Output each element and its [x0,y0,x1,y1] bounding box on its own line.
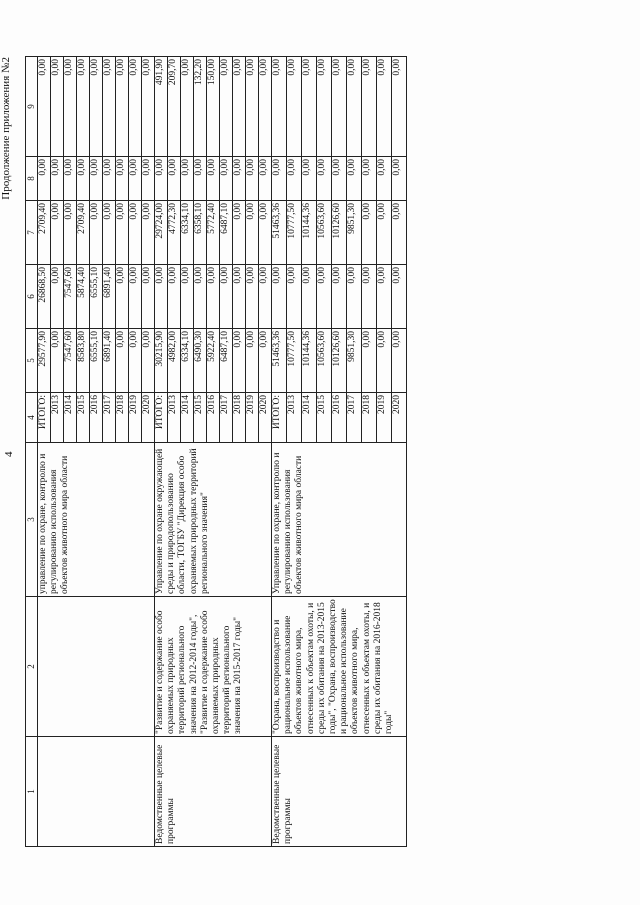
amount-cell: 132,20 [194,57,207,157]
appendix-label: Продолжение приложения №2 [0,57,12,200]
amount-cell: 0,00 [181,265,194,329]
year-cell: ИТОГО: [38,393,51,443]
amount-cell: 0,00 [347,157,362,201]
amount-cell: 6487,10 [220,201,233,265]
amount-cell: 7547,60 [64,329,77,393]
col-num-9: 9 [26,57,38,157]
amount-cell: 0,00 [233,157,246,201]
col-num-6: 6 [26,265,38,329]
year-cell: 2013 [168,393,181,443]
col-num-8: 8 [26,157,38,201]
amount-cell: 29724,00 [155,201,168,265]
amount-cell: 0,00 [103,57,116,157]
amount-cell: 0,00 [129,265,142,329]
executor-cell: Управление по охране, контролю и регулированию использования объектов животного мира области [272,443,407,597]
amount-cell: 0,00 [392,265,407,329]
amount-cell: 0,00 [129,201,142,265]
amount-cell: 0,00 [142,57,155,157]
amount-cell: 6487,10 [220,329,233,393]
amount-cell: 0,00 [302,265,317,329]
table-row [272,57,287,847]
amount-cell: 0,00 [38,157,51,201]
amount-cell: 4982,00 [168,329,181,393]
year-cell: 2016 [207,393,220,443]
amount-cell: 0,00 [116,329,129,393]
amount-cell: 0,00 [129,329,142,393]
amount-cell: 10563,60 [317,329,332,393]
amount-cell: 0,00 [272,57,287,157]
year-cell: 2014 [181,393,194,443]
amount-cell: 4772,30 [168,201,181,265]
year-cell: 2018 [233,393,246,443]
amount-cell: 0,00 [90,57,103,157]
amount-cell: 0,00 [287,57,302,157]
amount-cell: 6891,40 [103,329,116,393]
year-cell: ИТОГО: [155,393,168,443]
amount-cell: 10126,60 [332,201,347,265]
amount-cell: 0,00 [246,201,259,265]
amount-cell: 6555,10 [90,329,103,393]
amount-cell: 0,00 [51,329,64,393]
year-cell: 2019 [246,393,259,443]
amount-cell: 0,00 [129,57,142,157]
year-cell: 2018 [116,393,129,443]
amount-cell: 10777,50 [287,329,302,393]
amount-cell: 5922,40 [207,329,220,393]
amount-cell: 0,00 [362,265,377,329]
amount-cell: 0,00 [287,265,302,329]
amount-cell: 6891,40 [103,265,116,329]
amount-cell: 0,00 [168,157,181,201]
amount-cell: 0,00 [51,265,64,329]
year-cell: 2016 [90,393,103,443]
amount-cell: 0,00 [246,57,259,157]
program-name-cell: "Охрана, воспроизводство и рациональное использование объектов животного мира, отнесенных к объектам охоты, и среды их обитания на 2013-2015 годы", "Охрана, воспроизводство и рациональное использование объектов животного мира, отнесенных к объектам охоты, и среды их обитания на 2016-2018 годы" [272,597,407,737]
amount-cell: 0,00 [259,265,272,329]
amount-cell: 10126,60 [332,329,347,393]
amount-cell: 0,00 [77,57,90,157]
year-cell: 2017 [103,393,116,443]
amount-cell: 0,00 [392,57,407,157]
year-cell: 2014 [64,393,77,443]
rotated-page-content [0,57,615,847]
amount-cell: 6555,10 [90,265,103,329]
amount-cell: 0,00 [347,265,362,329]
year-cell: 2020 [392,393,407,443]
amount-cell: 0,00 [259,157,272,201]
amount-cell: 0,00 [168,265,181,329]
amount-cell: 0,00 [317,157,332,201]
amount-cell: 0,00 [347,57,362,157]
amount-cell: 491,90 [155,57,168,157]
amount-cell: 0,00 [377,57,392,157]
amount-cell: 0,00 [51,57,64,157]
col-num-5: 5 [26,329,38,393]
amount-cell: 0,00 [362,157,377,201]
amount-cell: 0,00 [246,329,259,393]
amount-cell: 6358,10 [194,201,207,265]
responsible-type-cell [38,737,155,847]
year-cell: 2014 [302,393,317,443]
amount-cell: 0,00 [129,157,142,201]
amount-cell: 0,00 [116,157,129,201]
amount-cell: 8583,80 [77,329,90,393]
col-num-2: 2 [26,597,38,737]
amount-cell: 0,00 [38,57,51,157]
amount-cell: 0,00 [51,157,64,201]
amount-cell: 0,00 [64,157,77,201]
year-cell: 2017 [220,393,233,443]
year-cell: 2015 [317,393,332,443]
amount-cell: 29577,90 [38,329,51,393]
amount-cell: 6490,30 [194,329,207,393]
amount-cell: 0,00 [194,157,207,201]
amount-cell: 209,70 [168,57,181,157]
amount-cell: 9851,30 [347,329,362,393]
amount-cell: 0,00 [317,265,332,329]
amount-cell: 0,00 [155,265,168,329]
amount-cell: 150,00 [207,57,220,157]
amount-cell: 2709,40 [38,201,51,265]
amount-cell: 6334,10 [181,329,194,393]
col-num-1: 1 [26,737,38,847]
year-cell: 2013 [51,393,64,443]
amount-cell: 0,00 [272,265,287,329]
amount-cell: 0,00 [116,57,129,157]
amount-cell: 0,00 [317,57,332,157]
amount-cell: 0,00 [377,157,392,201]
executor-cell: Управление по охране окружающей среды и природопользованию области, ТОГБУ "Дирекция особо охраняемых природных территорий регионального значения" [155,443,272,597]
amount-cell: 0,00 [220,157,233,201]
amount-cell: 5772,40 [207,201,220,265]
responsible-type-cell: Ведомственные целевые программы [272,737,407,847]
amount-cell: 6334,10 [181,201,194,265]
amount-cell: 0,00 [64,57,77,157]
amount-cell: 0,00 [64,201,77,265]
year-cell: ИТОГО: [272,393,287,443]
amount-cell: 0,00 [392,329,407,393]
amount-cell: 0,00 [77,157,90,201]
amount-cell: 0,00 [90,157,103,201]
year-cell: 2013 [287,393,302,443]
table-row [155,57,168,847]
amount-cell: 0,00 [362,329,377,393]
amount-cell: 0,00 [220,57,233,157]
amount-cell: 0,00 [207,157,220,201]
amount-cell: 30215,90 [155,329,168,393]
amount-cell: 0,00 [259,201,272,265]
amount-cell: 9851,30 [347,201,362,265]
amount-cell: 0,00 [332,265,347,329]
amount-cell: 51463,36 [272,329,287,393]
amount-cell: 0,00 [233,265,246,329]
year-cell: 2016 [332,393,347,443]
amount-cell: 0,00 [362,57,377,157]
amount-cell: 0,00 [220,265,233,329]
amount-cell: 10563,60 [317,201,332,265]
amount-cell: 5874,40 [77,265,90,329]
amount-cell: 0,00 [103,157,116,201]
executor-cell: управление по охране, контролю и регулированию использования объектов животного мира области [38,443,155,597]
amount-cell: 0,00 [116,265,129,329]
year-cell: 2015 [77,393,90,443]
amount-cell: 0,00 [302,157,317,201]
amount-cell: 0,00 [392,157,407,201]
amount-cell: 10144,36 [302,201,317,265]
amount-cell: 0,00 [181,57,194,157]
year-cell: 2017 [347,393,362,443]
amount-cell: 51463,36 [272,201,287,265]
year-cell: 2019 [377,393,392,443]
amount-cell: 0,00 [51,201,64,265]
year-cell: 2018 [362,393,377,443]
column-number-row [26,57,38,847]
year-cell: 2020 [142,393,155,443]
amount-cell: 0,00 [272,157,287,201]
amount-cell: 0,00 [233,201,246,265]
col-num-3: 3 [26,443,38,597]
amount-cell: 0,00 [142,201,155,265]
amount-cell: 0,00 [207,265,220,329]
amount-cell: 0,00 [142,157,155,201]
program-funding-table [25,56,407,847]
amount-cell: 0,00 [90,201,103,265]
amount-cell: 0,00 [332,157,347,201]
amount-cell: 0,00 [142,265,155,329]
amount-cell: 26868,50 [38,265,51,329]
table-row [38,57,51,847]
year-cell: 2019 [129,393,142,443]
col-num-7: 7 [26,201,38,265]
amount-cell: 0,00 [362,201,377,265]
year-cell: 2015 [194,393,207,443]
amount-cell: 0,00 [302,57,317,157]
amount-cell: 0,00 [181,157,194,201]
program-name-cell: "Развитие и содержание особо охраняемых природных территорий регионального значения на 2012-2014 годы", "Развитие и содержание особо охраняемых природных территорий регионального значения на 2015-2017 годы" [155,597,272,737]
amount-cell: 0,00 [233,57,246,157]
amount-cell: 0,00 [103,201,116,265]
amount-cell: 0,00 [259,57,272,157]
year-cell: 2020 [259,393,272,443]
page-number: 4 [3,451,15,457]
amount-cell: 0,00 [332,57,347,157]
amount-cell: 0,00 [116,201,129,265]
amount-cell: 0,00 [259,329,272,393]
amount-cell: 0,00 [377,329,392,393]
responsible-type-cell: Ведомственные целевые программы [155,737,272,847]
amount-cell: 0,00 [377,201,392,265]
amount-cell: 0,00 [233,329,246,393]
amount-cell: 0,00 [142,329,155,393]
col-num-4: 4 [26,393,38,443]
amount-cell: 0,00 [377,265,392,329]
amount-cell: 0,00 [155,157,168,201]
program-name-cell [38,597,155,737]
amount-cell: 0,00 [194,265,207,329]
amount-cell: 0,00 [287,157,302,201]
amount-cell: 2709,40 [77,201,90,265]
amount-cell: 0,00 [246,265,259,329]
amount-cell: 7547,60 [64,265,77,329]
amount-cell: 0,00 [246,157,259,201]
amount-cell: 10144,36 [302,329,317,393]
amount-cell: 0,00 [392,201,407,265]
amount-cell: 10777,50 [287,201,302,265]
